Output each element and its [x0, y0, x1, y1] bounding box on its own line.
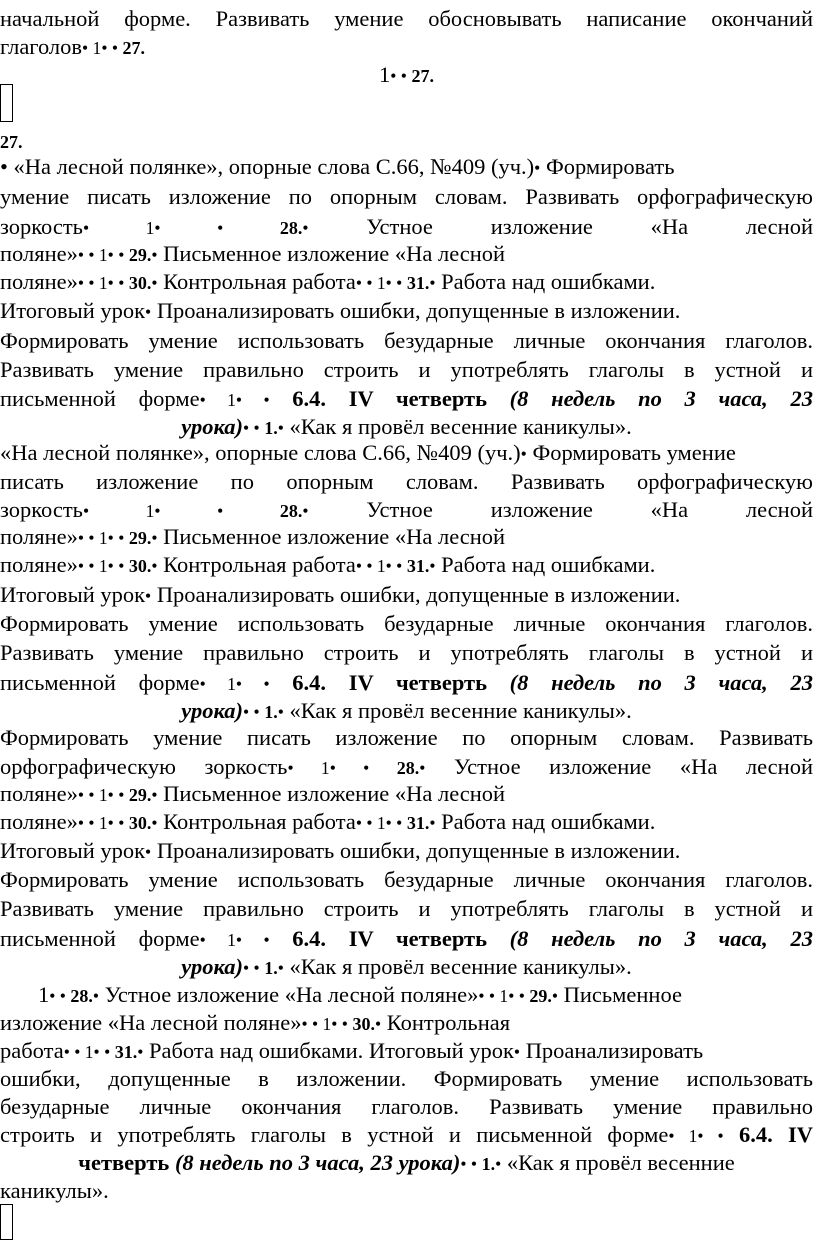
bullet-marker: • [151, 273, 158, 293]
text: каникулы». [0, 1178, 109, 1203]
bullet-marker: • • [235, 674, 270, 694]
lesson-number: 30. [124, 556, 152, 576]
bullet-marker: • [534, 158, 541, 178]
section-heading: (8 недель по 3 часа, 23 урока) [169, 1150, 461, 1175]
text-line [0, 384, 813, 414]
text: Устное изложение «На лесной [308, 497, 813, 522]
text-line [0, 696, 813, 726]
bullet-marker: • [277, 702, 284, 722]
text: поляне» [0, 781, 78, 806]
text: Работа над ошибками. Итоговый урок [143, 1038, 514, 1063]
text: Формировать умение [526, 440, 736, 465]
bullet-marker: • 1 [668, 1126, 698, 1146]
text-line [0, 1148, 813, 1178]
bullet-marker: • • [93, 1042, 111, 1062]
bullet-marker: • • 1 [301, 1014, 332, 1034]
lesson-number: 30. [124, 813, 152, 833]
text: письменной форме [0, 386, 200, 411]
section-heading: (8 недель по 3 часа, 23 [487, 386, 813, 411]
bullet-marker: • 1 [287, 758, 330, 778]
text-line [0, 836, 680, 866]
empty-table-cell [0, 1204, 13, 1240]
text-line [0, 60, 813, 90]
bullet-marker: • [137, 1042, 144, 1062]
bullet-marker: • • [235, 930, 270, 950]
bullet-marker: • • 1 [63, 1042, 94, 1062]
text-line [0, 807, 655, 837]
text: Устное изложение «На лесной [308, 214, 813, 239]
lesson-number: 29. [524, 986, 552, 1006]
section-number: 6.4. IV [269, 926, 374, 951]
text: Письменное изложение «На лесной [157, 524, 506, 549]
section-number: 6.4. IV [269, 386, 374, 411]
bullet-marker: • • [243, 958, 260, 978]
text: «Как я провёл весенние каникулы». [283, 954, 632, 979]
lesson-number: 1. [259, 702, 278, 722]
bullet-marker: • • [329, 758, 370, 778]
lesson-number: 1. [477, 1154, 496, 1174]
lesson-number: 29. [124, 245, 152, 265]
text: поляне» [0, 269, 78, 294]
bullet-marker: • • [49, 986, 66, 1006]
text: «Как я провёл весенние каникулы». [283, 414, 632, 439]
section-heading: (8 недель по 3 часа, 23 [487, 670, 813, 695]
bullet-marker: • • [107, 556, 125, 576]
text: Формировать умение писать изложение по опорным словам. Развивать [0, 725, 813, 750]
bullet-marker: • [302, 501, 309, 521]
text: Контрольная [381, 1010, 511, 1035]
text: «Как я провёл весенние каникулы». [283, 698, 632, 723]
bullet-marker: • [145, 842, 152, 862]
text: письменной форме [0, 926, 200, 951]
bullet-marker: • • [243, 418, 260, 438]
text: поляне» [0, 241, 78, 266]
text-line [0, 638, 813, 668]
text: Контрольная работа [157, 809, 356, 834]
bullet-marker: • • [107, 785, 125, 805]
text-line [0, 894, 813, 924]
text-line [0, 4, 813, 34]
bullet-marker: • [513, 1042, 521, 1062]
text-line [0, 438, 736, 468]
text: зоркость [0, 497, 83, 522]
bullet-marker: • 1 [199, 930, 236, 950]
empty-table-cell [0, 84, 13, 122]
text: Устное изложение «На лесной [425, 754, 813, 779]
text: зоркость [0, 214, 83, 239]
bullet-marker: • [520, 444, 527, 464]
bullet-marker: • 1 [82, 218, 155, 238]
bullet-marker: • [151, 556, 158, 576]
text: Проанализировать ошибки, допущенные в изложении. [151, 582, 681, 607]
bullet-marker: • • [697, 1126, 724, 1146]
text: писать изложение по опорным словам. Развивать орфографическую [0, 469, 813, 494]
text: Развивать умение правильно строить и употреблять глаголы в устной и [0, 640, 813, 665]
text-line [0, 924, 813, 954]
text-line [0, 1176, 109, 1206]
lesson-number: 30. [347, 1014, 375, 1034]
text-line [0, 668, 813, 698]
lesson-number: 29. [124, 785, 152, 805]
text: «Как я провёл весенние [501, 1150, 735, 1175]
text: безударные личные окончания глаголов. Развивать умение правильно [0, 1094, 813, 1119]
lesson-number: 31. [110, 1042, 138, 1062]
text-line [0, 522, 505, 552]
text-line [0, 865, 813, 895]
text: Формировать умение использовать безударные личные окончания глаголов. [0, 611, 813, 636]
text: Итоговый урок [0, 838, 146, 863]
bullet-marker: • • 1 [77, 245, 108, 265]
bullet-marker: • [151, 528, 158, 548]
text: Формировать [540, 154, 675, 179]
bullet-marker: • • 1 [478, 986, 509, 1006]
section-heading: урока) [181, 698, 244, 723]
lesson-number: 28. [223, 501, 303, 521]
text-line [0, 779, 505, 809]
text-line [0, 609, 813, 639]
bullet-marker: • 1 [82, 501, 155, 521]
bullet-marker: • • 1 [355, 813, 386, 833]
text-line [0, 1008, 510, 1038]
text: изложение «На лесной поляне» [0, 1010, 302, 1035]
section-heading: урока) [181, 954, 244, 979]
text: поляне» [0, 524, 78, 549]
lesson-number: 28. [369, 758, 420, 778]
bullet-marker: • • 1 [77, 813, 108, 833]
text: «На лесной полянке», опорные слова С.66, №409 (уч.) [0, 440, 521, 465]
section-heading: четверть [373, 670, 487, 695]
text-line [0, 296, 680, 326]
bullet-marker: • • 1 [355, 273, 386, 293]
bullet-marker: • • [107, 528, 125, 548]
bullet-marker: • [277, 958, 284, 978]
bullet-marker: • • [107, 813, 125, 833]
text-line [0, 495, 813, 525]
bullet-marker: • • [243, 702, 260, 722]
section-heading: урока) [181, 414, 244, 439]
lesson-number: 27. [406, 66, 434, 86]
lesson-number: 30. [124, 273, 152, 293]
text: работа [0, 1038, 64, 1063]
bullet-marker: • [429, 273, 436, 293]
text: Контрольная работа [157, 269, 356, 294]
bullet-marker: • • [385, 813, 403, 833]
text: Проанализировать ошибки, допущенные в изложении. [151, 838, 681, 863]
text: Формировать умение использовать безударные личные окончания глаголов. [0, 867, 813, 892]
text: письменной форме [0, 670, 200, 695]
bullet-marker: • [374, 1014, 382, 1034]
text: ошибки, допущенные в изложении. Формировать умение использовать [0, 1066, 813, 1091]
bullet-marker: • • 1 [77, 273, 108, 293]
text-line [38, 980, 682, 1010]
bullet-marker: • 1 [82, 38, 102, 58]
text: Письменное изложение «На лесной [157, 241, 506, 266]
lesson-number: 31. [402, 813, 430, 833]
section-heading: (8 недель по 3 часа, 23 [487, 926, 813, 951]
text: Письменное изложение «На лесной [157, 781, 506, 806]
bullet-marker: • [429, 556, 436, 576]
text: Итоговый урок [0, 582, 146, 607]
bullet-marker: • • [154, 218, 224, 238]
text: Контрольная работа [157, 552, 356, 577]
bullet-marker: • 1 [199, 674, 236, 694]
text: Развивать умение правильно строить и употреблять глаголы в устной и [0, 896, 813, 921]
bullet-marker: • • [107, 273, 125, 293]
text-line [0, 467, 813, 497]
lesson-number: 31. [402, 556, 430, 576]
text: Работа над ошибками. [435, 552, 656, 577]
lesson-number: 1. [259, 958, 278, 978]
text: Развивать умение правильно строить и употреблять глаголы в устной и [0, 357, 813, 382]
bullet-marker: • • 1 [77, 528, 108, 548]
bullet-marker: • • [385, 556, 403, 576]
lesson-number: 27. [118, 38, 145, 58]
text-line [0, 752, 813, 782]
lesson-number: 28. [65, 986, 93, 1006]
text-line [0, 326, 813, 356]
bullet-marker: • • [508, 986, 525, 1006]
bullet-marker: • 1 [199, 390, 236, 410]
bullet-marker: • • [107, 245, 125, 265]
bullet-marker: • [429, 813, 436, 833]
text-line [0, 212, 813, 242]
section-heading: четверть [373, 926, 487, 951]
text-line [0, 1092, 813, 1122]
bullet-marker: • [92, 986, 100, 1006]
section-number: 6.4. IV [269, 670, 374, 695]
bullet-marker: • • [390, 66, 407, 86]
text-line [0, 267, 655, 297]
text: поляне» [0, 552, 78, 577]
text: Проанализировать [520, 1038, 704, 1063]
bullet-marker: • • [385, 273, 403, 293]
bullet-marker: • • [101, 38, 118, 58]
text: 1 [38, 982, 50, 1007]
text-line [0, 550, 655, 580]
text: • «На лесной полянке», опорные слова С.66, №409 (уч.) [0, 154, 535, 179]
bullet-marker: • • [154, 501, 224, 521]
text: Проанализировать ошибки, допущенные в изложении. [151, 298, 681, 323]
bullet-marker: • [151, 813, 158, 833]
text: Работа над ошибками. [435, 809, 656, 834]
text: Письменное [558, 982, 682, 1007]
bullet-marker: • • 1 [77, 785, 108, 805]
lesson-number: 28. [223, 218, 303, 238]
bullet-marker: • [151, 785, 158, 805]
text-line [0, 1064, 813, 1094]
bullet-marker: • [551, 986, 558, 1006]
text: 1 [379, 62, 391, 87]
lesson-number: 31. [402, 273, 430, 293]
bullet-marker: • [495, 1154, 502, 1174]
bullet-marker: • • 1 [77, 556, 108, 576]
text: орфографическую зоркость [0, 754, 288, 779]
text-line [0, 1036, 703, 1066]
text: глаголов [0, 34, 83, 59]
text: начальной форме. Развивать умение обосновывать написание окончаний [0, 6, 813, 31]
bullet-marker: • [151, 245, 158, 265]
text-line [0, 1120, 813, 1150]
bullet-marker: • • [331, 1014, 348, 1034]
bullet-marker: • [145, 586, 152, 606]
lesson-number: 1. [259, 418, 278, 438]
text: поляне» [0, 809, 78, 834]
text-line [0, 723, 813, 753]
section-number: 6.4. IV [723, 1122, 813, 1147]
section-heading: четверть [373, 386, 487, 411]
lesson-number: 27. [0, 132, 23, 152]
text: строить и употреблять глаголы в устной и письменной форме [0, 1122, 669, 1147]
bullet-marker: • [302, 218, 309, 238]
text: умение писать изложение по опорным словам. Развивать орфографическую [0, 184, 813, 209]
text: Устное изложение «На лесной поляне» [99, 982, 479, 1007]
bullet-marker: • • 1 [355, 556, 386, 576]
text-line [0, 182, 813, 212]
text-line [0, 355, 813, 385]
text-line [0, 32, 145, 62]
text-line [0, 580, 680, 610]
bullet-marker: • [145, 302, 152, 322]
bullet-marker: • [277, 418, 284, 438]
text: Формировать умение использовать безударные личные окончания глаголов. [0, 328, 813, 353]
section-heading: четверть [78, 1150, 170, 1175]
text: Итоговый урок [0, 298, 146, 323]
bullet-marker: • [419, 758, 426, 778]
lesson-number: 29. [124, 528, 152, 548]
bullet-marker: • • [235, 390, 270, 410]
bullet-marker: • • [460, 1154, 478, 1174]
text-line [0, 152, 674, 182]
text-line [0, 239, 505, 269]
text-line [0, 952, 813, 982]
text: Работа над ошибками. [435, 269, 656, 294]
